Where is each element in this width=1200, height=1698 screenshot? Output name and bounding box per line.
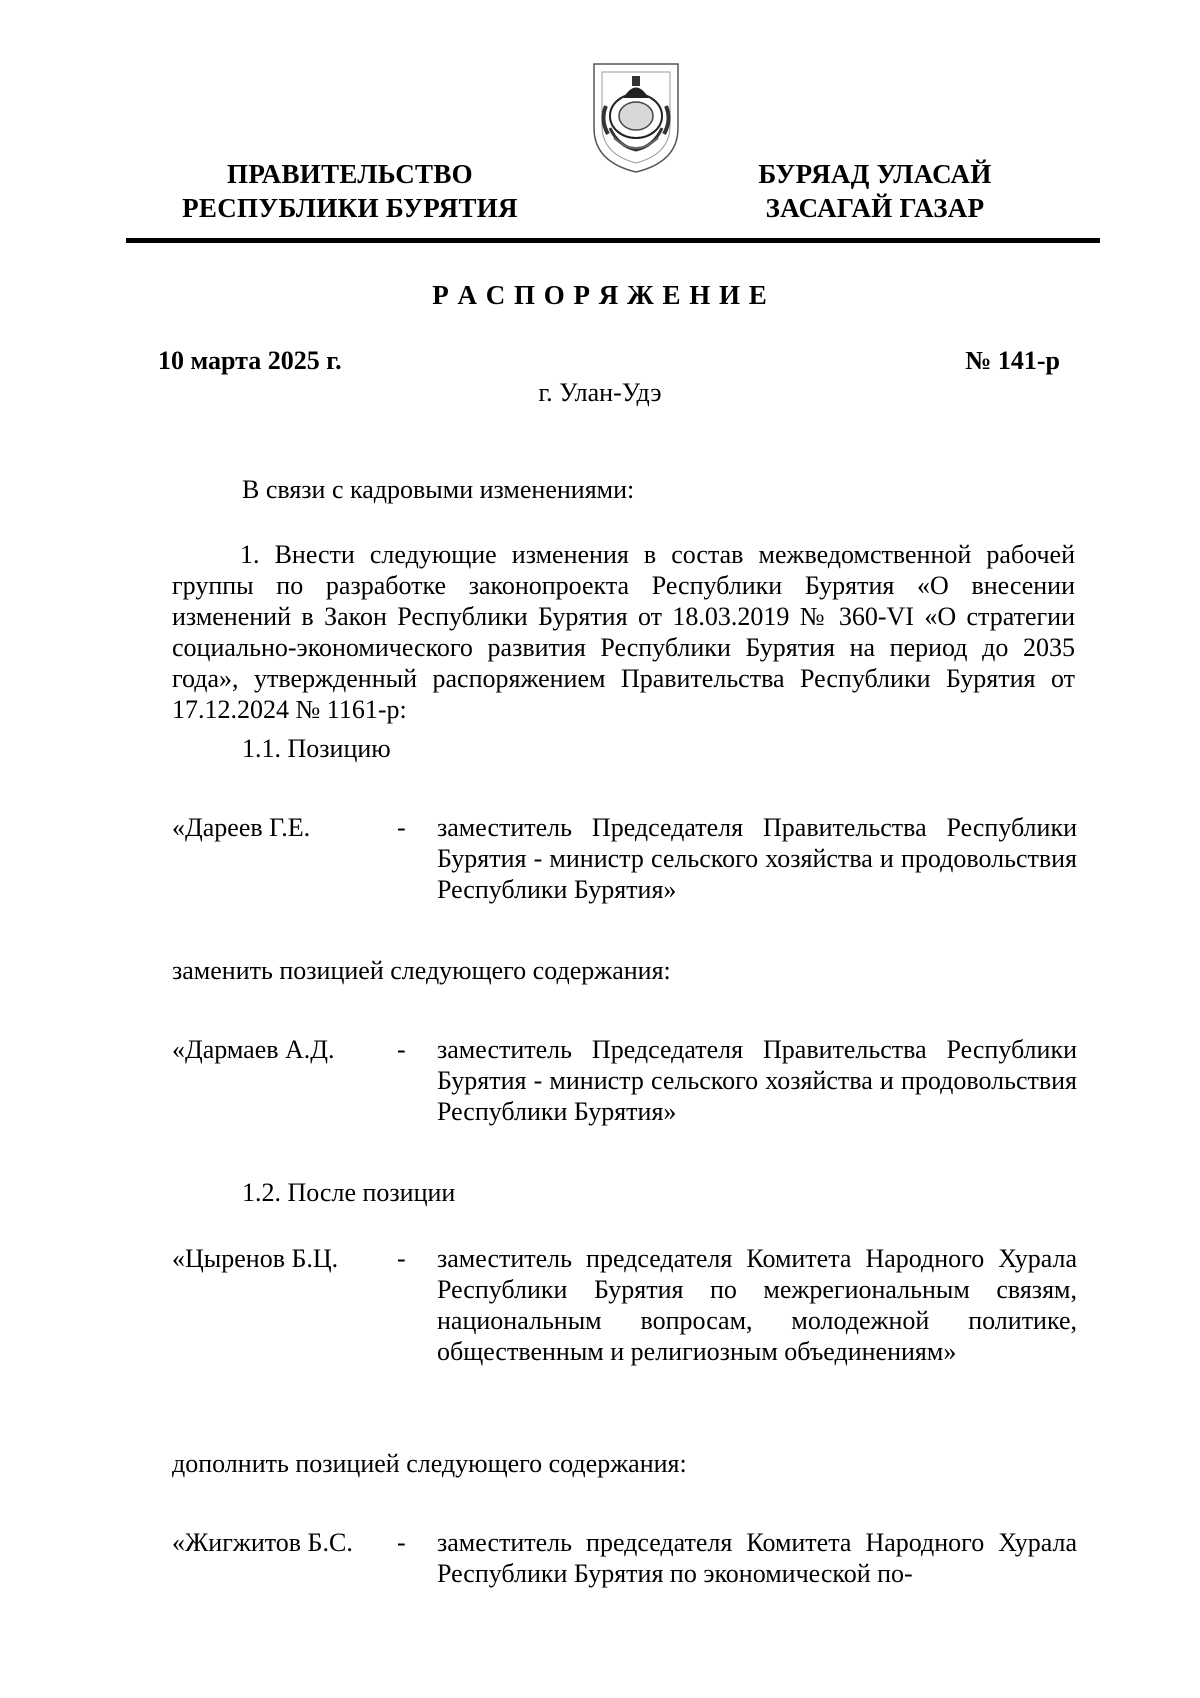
position-added bbox=[172, 1527, 1077, 1589]
position-after-desc: заместитель председателя Комитета Народного Хурала Республики Бурятия по межрегиональным связям, национальным вопросам, молодежной политике, общественным и религиозным объединениям» bbox=[437, 1244, 1077, 1366]
position-added-name: «Жигжитов Б.С. bbox=[172, 1528, 353, 1557]
position-after bbox=[172, 1243, 1077, 1367]
coat-of-arms-icon bbox=[590, 58, 682, 176]
position-new-desc: заместитель Председателя Правительства Республики Бурятия - министр сельского хозяйства и продовольствия Республики Бурятия» bbox=[437, 1035, 1077, 1126]
item-1-paragraph: 1. Внести следующие изменения в состав межведомственной рабочей группы по разработке законопроекта Республики Бурятия «О внесении изменений в Закон Республики Бурятия от 18.03.2019 № 360-VI «О стратегии социально-экономического развития Республики Бурятия на период до 2035 года», утвержденный распоряжением Правительства Республики Бурятия от 17.12.2024 № 1161-р: bbox=[172, 540, 1075, 724]
gov-name-line2: РЕСПУБЛИКИ БУРЯТИЯ bbox=[182, 193, 518, 223]
position-new-name: «Дармаев А.Д. bbox=[172, 1035, 335, 1064]
position-new bbox=[172, 1034, 1077, 1127]
gov-name-buryat-line1: БУРЯАД УЛАСАЙ bbox=[758, 159, 992, 189]
header-divider bbox=[126, 238, 1100, 243]
position-after-dash: - bbox=[397, 1244, 406, 1273]
position-added-desc: заместитель председателя Комитета Народного Хурала Республики Бурятия по экономической по- bbox=[437, 1528, 1077, 1588]
document-city: г. Улан-Удэ bbox=[538, 378, 662, 407]
position-new-dash: - bbox=[397, 1035, 406, 1064]
position-old-dash: - bbox=[397, 813, 406, 842]
item-1-1-label: 1.1. Позицию bbox=[242, 734, 391, 763]
document-number: № 141-р bbox=[965, 346, 1060, 375]
gov-name-buryat-line2: ЗАСАГАЙ ГАЗАР bbox=[765, 193, 985, 223]
position-old-desc: заместитель Председателя Правительства Республики Бурятия - министр сельского хозяйства и продовольствия Республики Бурятия» bbox=[437, 813, 1077, 904]
gov-name-line1: ПРАВИТЕЛЬСТВО bbox=[227, 159, 473, 189]
add-instruction: дополнить позицией следующего содержания: bbox=[172, 1449, 687, 1478]
position-old-name: «Дареев Г.Е. bbox=[172, 813, 311, 842]
position-old bbox=[172, 812, 1077, 905]
document-title: Р А С П О Р Я Ж Е Н И Е bbox=[432, 280, 768, 310]
intro-paragraph: В связи с кадровыми изменениями: bbox=[242, 475, 635, 504]
position-after-name: «Цыренов Б.Ц. bbox=[172, 1244, 339, 1273]
document-date: 10 марта 2025 г. bbox=[158, 346, 342, 375]
item-1-2-label: 1.2. После позиции bbox=[242, 1178, 456, 1207]
position-added-dash: - bbox=[397, 1528, 406, 1557]
replace-instruction: заменить позицией следующего содержания: bbox=[172, 956, 671, 985]
